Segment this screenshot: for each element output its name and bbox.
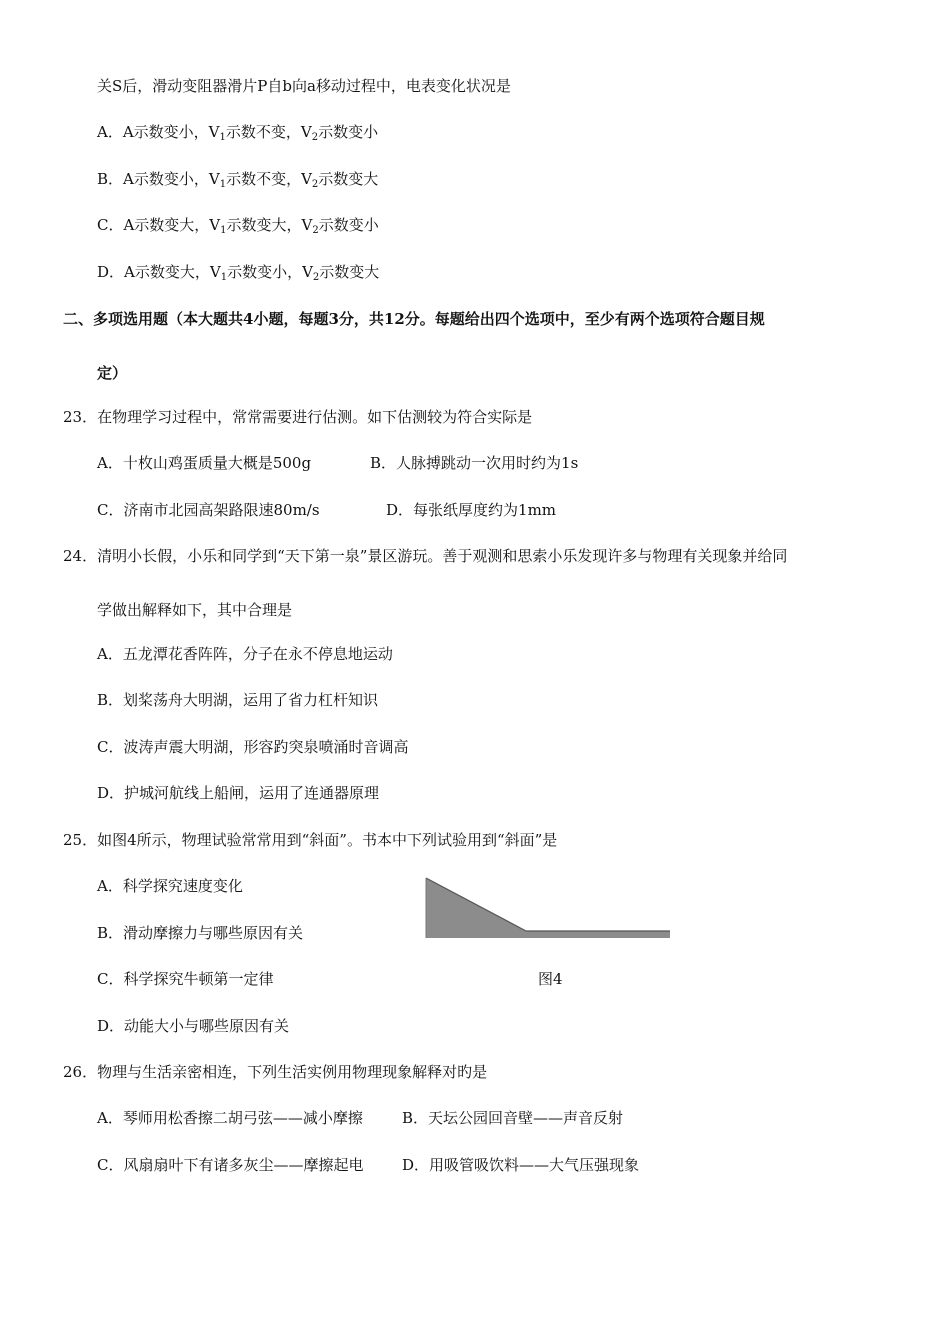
q23-option-d: D．每张纸厚度约为1mm [386, 501, 557, 519]
q23-option-c: C．济南市北园高架路限速80m/s [97, 501, 320, 519]
q22-option-b: B．A示数变小，$V_1$示数不变，$V_2$示数变大 [97, 170, 379, 190]
q24-stem-cont: 学做出解释如下，其中合理是 [97, 601, 293, 619]
q26-option-a: A．琴师用松香擦二胡弓弦——减小摩擦 [97, 1109, 363, 1127]
incline-shape [426, 878, 670, 938]
q24-option-b: B．划桨荡舟大明湖，运用了省力杠杆知识 [97, 691, 379, 709]
q23-option-a: A．十枚山鸡蛋质量大概是500g [97, 454, 312, 472]
q24-option-a: A．五龙潭花香阵阵，分子在永不停息地运动 [97, 645, 393, 663]
q26-stem: 26．物理与生活亲密相连，下列生活实例用物理现象解释对旳是 [63, 1063, 488, 1081]
q24-stem: 24．清明小长假，小乐和同学到“天下第一泉”景区游玩。善于观测和思索小乐发现许多与物理有关现象并给同 [63, 547, 788, 565]
figure-4-caption: 图4 [538, 970, 563, 988]
q22-option-d: D．A示数变大，$V_1$示数变小，$V_2$示数变大 [97, 263, 380, 283]
q23-option-b: B．人脉搏跳动一次用时约为1s [370, 454, 579, 472]
q26-option-b: B．天坛公园回音壁——声音反射 [402, 1109, 624, 1127]
q25-option-b: B．滑动摩擦力与哪些原因有关 [97, 924, 304, 942]
q25-option-c: C．科学探究牛顿第一定律 [97, 970, 274, 988]
q24-option-c: C．波涛声震大明湖，形容趵突泉喷涌时音调高 [97, 738, 409, 756]
section2-heading: 二、多项选用题（本大题共4小题，每题3分，共12分。每题给出四个选项中，至少有两个选项符合题目规 [63, 310, 765, 328]
section2-heading-cont: 定） [97, 364, 128, 382]
q23-stem: 23．在物理学习过程中，常常需要进行估测。如下估测较为符合实际是 [63, 408, 533, 426]
incline-figure [424, 876, 674, 942]
q26-option-d: D．用吸管吸饮料——大气压强现象 [402, 1156, 640, 1174]
q22-stem-tail: 关S后，滑动变阻器滑片P自b向a移动过程中，电表变化状况是 [97, 77, 511, 95]
q24-option-d: D．护城河航线上船闸，运用了连通器原理 [97, 784, 380, 802]
q25-stem: 25．如图4所示，物理试验常常用到“斜面”。书本中下列试验用到“斜面”是 [63, 831, 558, 849]
q22-option-a: A．A示数变小，$V_1$示数不变，$V_2$示数变小 [97, 123, 379, 143]
q25-option-a: A．科学探究速度变化 [97, 877, 243, 895]
q26-option-c: C．风扇扇叶下有诸多灰尘——摩擦起电 [97, 1156, 364, 1174]
q25-option-d: D．动能大小与哪些原因有关 [97, 1017, 290, 1035]
q22-option-c: C．A示数变大，$V_1$示数变大，$V_2$示数变小 [97, 216, 379, 236]
